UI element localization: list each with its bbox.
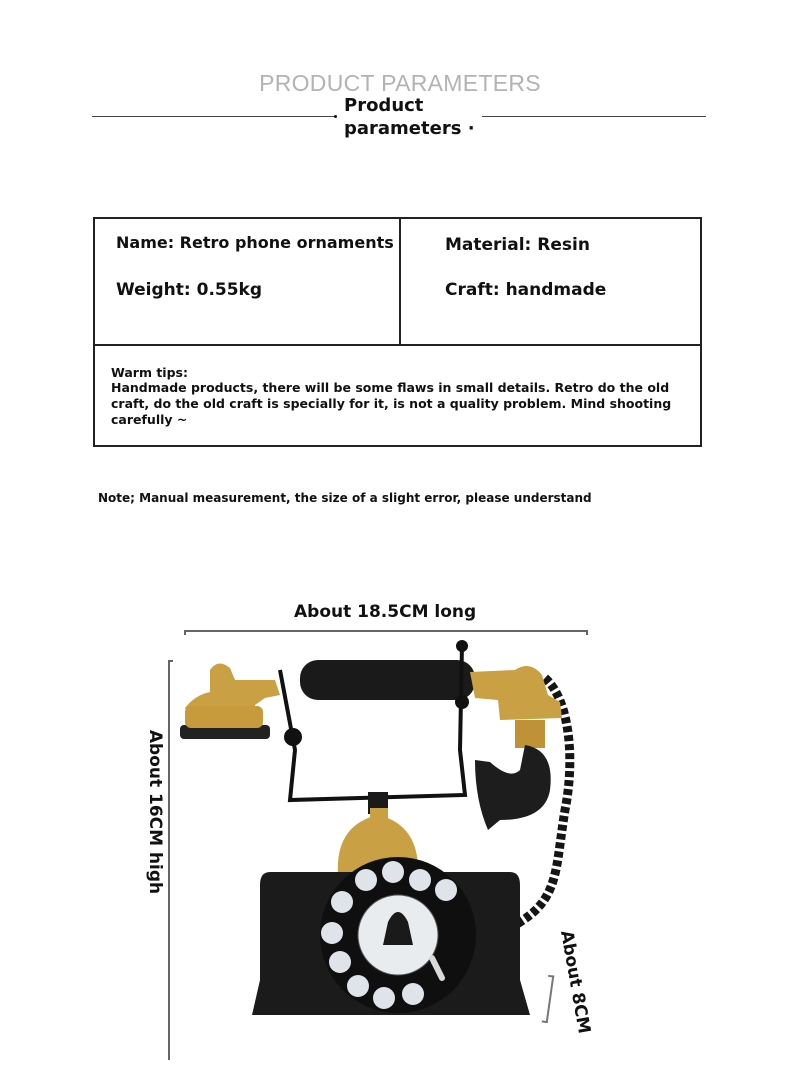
measurement-note: Note; Manual measurement, the size of a slight error, please understand: [98, 491, 592, 505]
param-material: Material: Resin: [445, 235, 590, 255]
header-ghost-title: PRODUCT PARAMETERS: [259, 70, 541, 96]
header-divider-right: [482, 116, 706, 117]
param-weight: Weight: 0.55kg: [116, 280, 263, 300]
header-title: [344, 94, 475, 140]
warm-tips-cell: [95, 344, 700, 445]
header-title-line1: Product: [344, 95, 424, 116]
params-cell-right: [401, 219, 702, 344]
parameters-table: [93, 217, 702, 447]
dimension-depth-label: About 8CM: [556, 928, 594, 1036]
warm-tips-body: Handmade products, there will be some flaws in small details. Retro do the old craft, do the old craft is specially for it, is not a quality problem. Mind shooting carefully ~: [111, 380, 672, 427]
header-title-line2: parameters ·: [344, 118, 475, 139]
params-cell-left: [95, 219, 401, 344]
warm-tips-title: Warm tips:: [111, 365, 188, 380]
dimension-length-label: About 18.5CM long: [294, 602, 477, 622]
retro-telephone-image: [170, 640, 610, 1030]
dimension-height-label: About 16CM high: [145, 729, 165, 895]
header-divider-left: [92, 116, 334, 117]
param-craft: Craft: handmade: [445, 280, 607, 300]
dimension-length-bracket: [184, 630, 588, 635]
header-dot-left: [334, 115, 337, 118]
param-name: Name: Retro phone ornaments: [116, 233, 394, 252]
